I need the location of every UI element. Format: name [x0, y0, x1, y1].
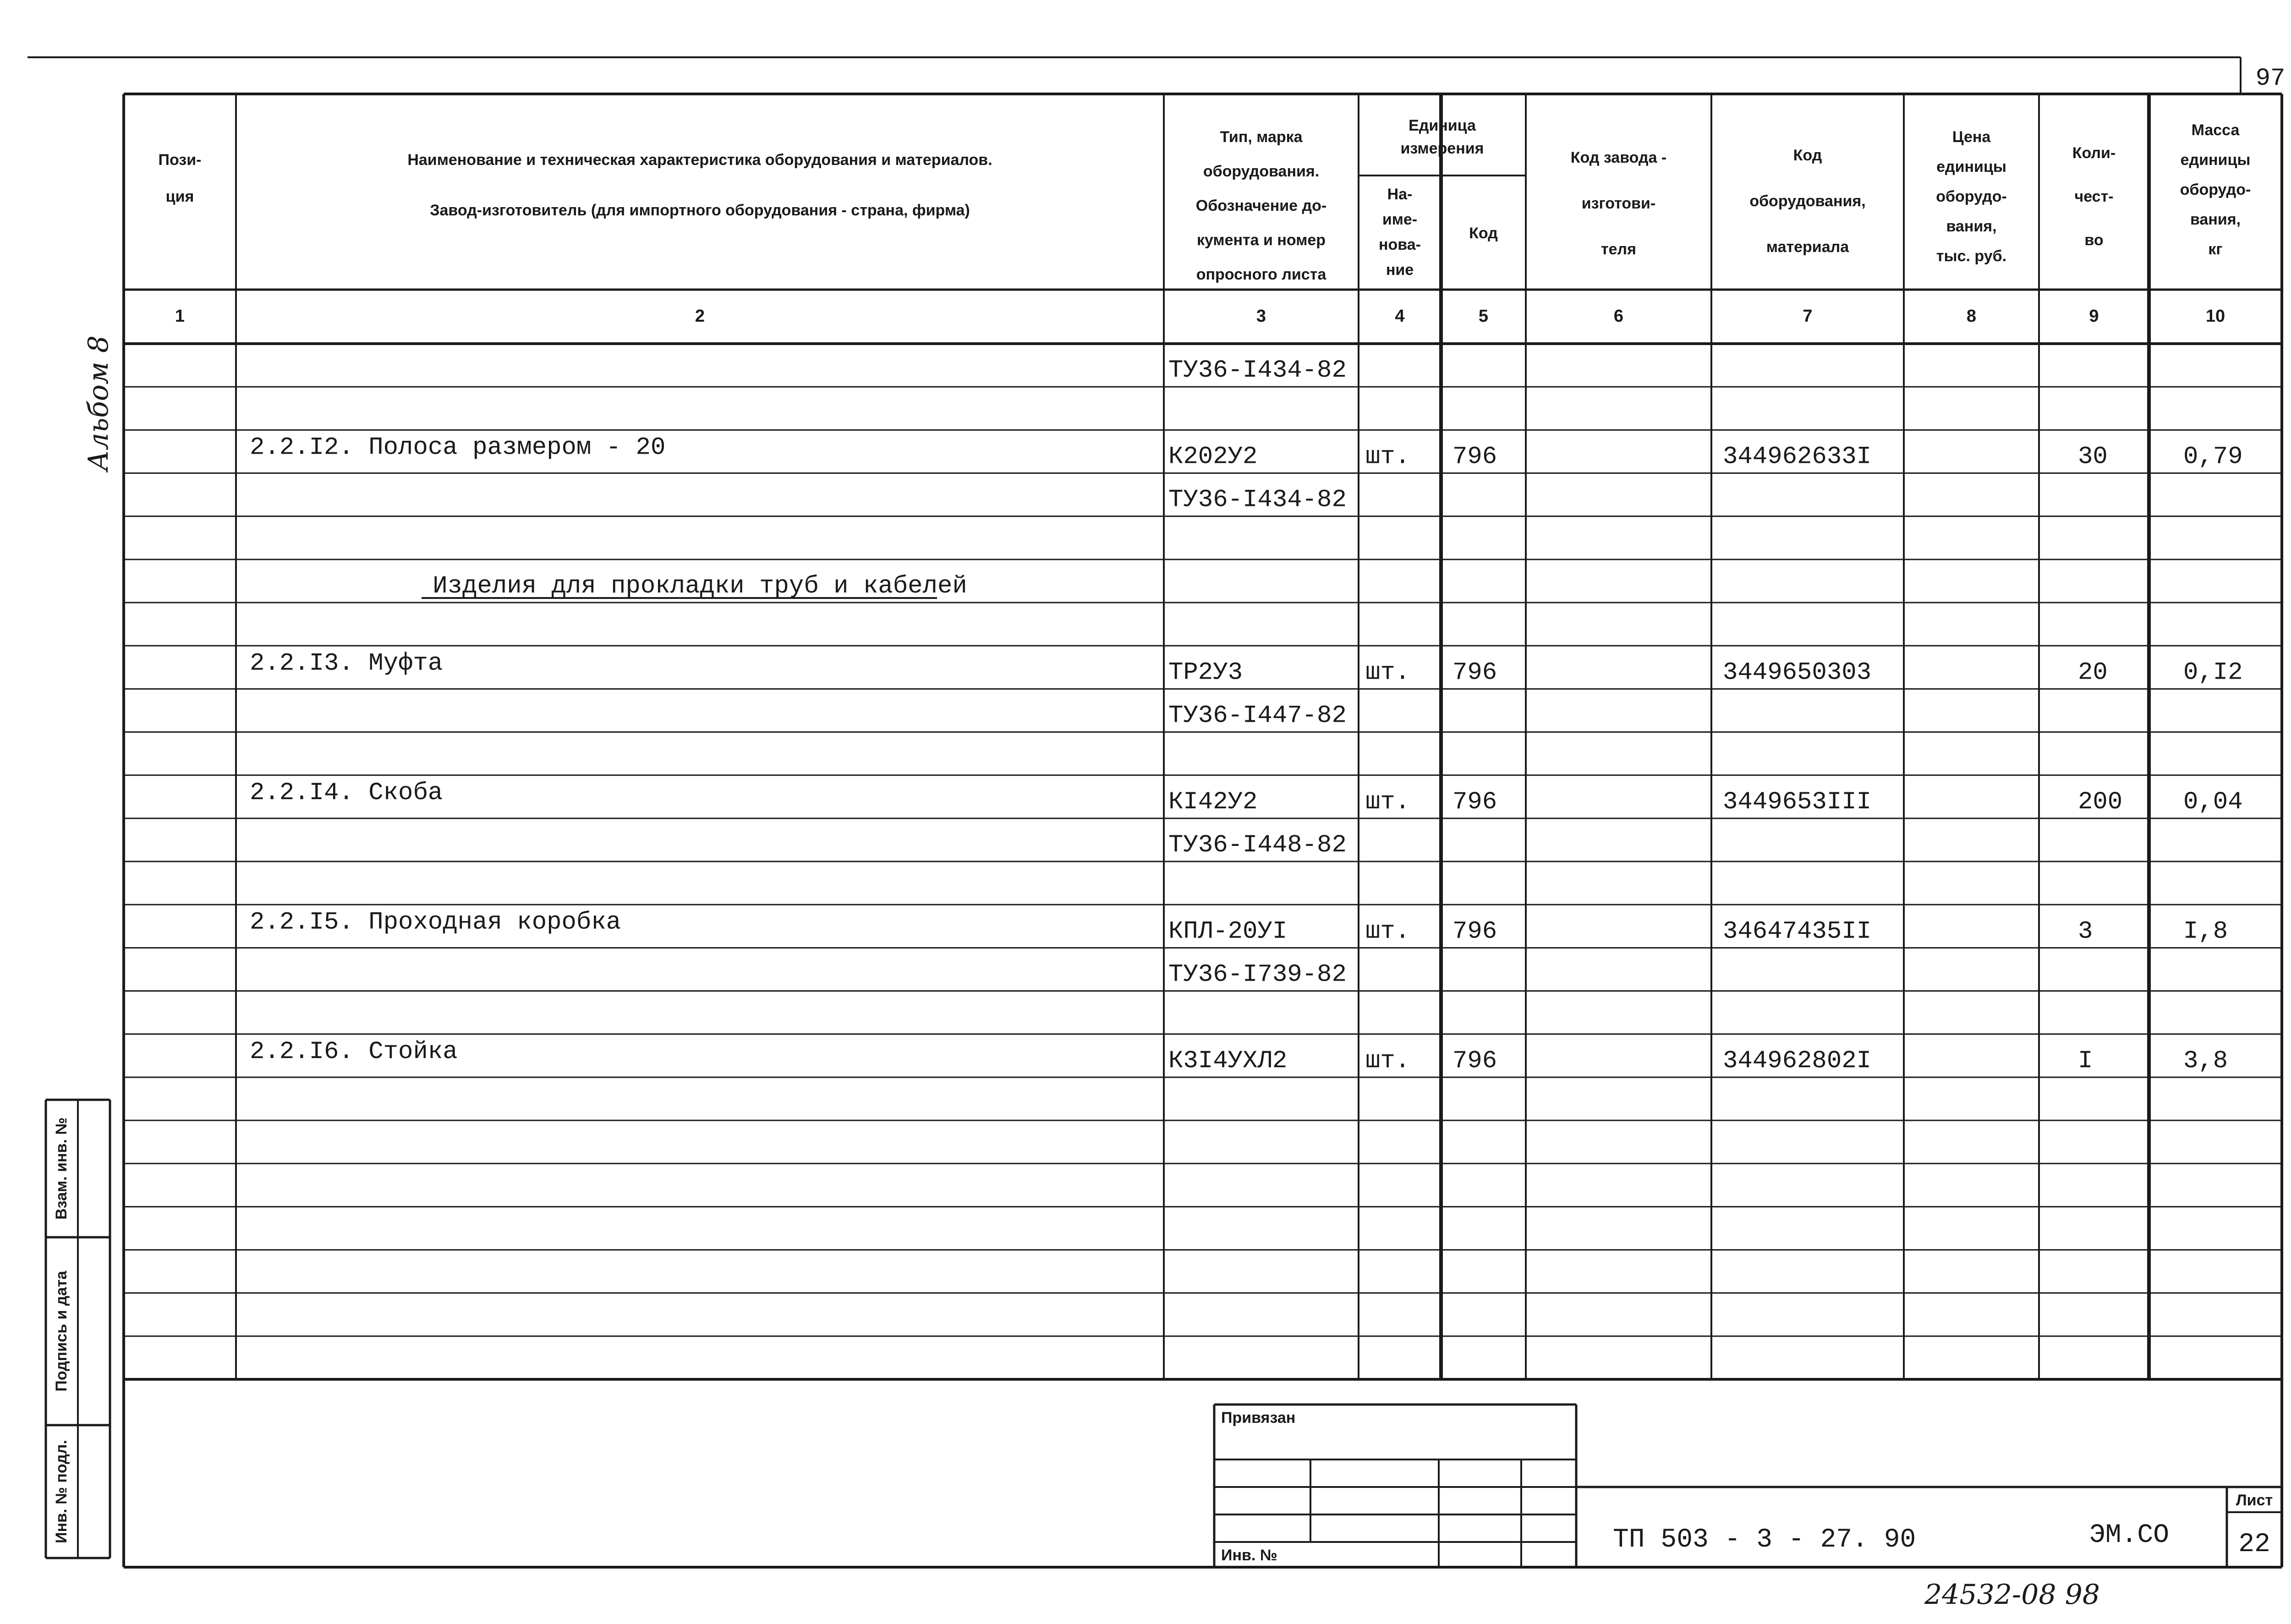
header-mass: Масса: [2191, 121, 2240, 139]
item-unit: шт.: [1365, 658, 1410, 687]
item-type: ТУ36-I447-82: [1168, 702, 1347, 730]
stamp-privyazan: Привязан: [1221, 1409, 1296, 1426]
item-unit-code: 796: [1452, 443, 1497, 471]
header-unit-code: Код: [1469, 225, 1498, 242]
header-type: Обозначение до-: [1195, 197, 1327, 214]
header-equipment-code: оборудования,: [1749, 192, 1866, 210]
column-number: 8: [1966, 307, 1977, 326]
item-unit: шт.: [1365, 917, 1410, 946]
header-price: единицы: [1936, 158, 2006, 176]
table-grid-lines: [27, 57, 2282, 1567]
side-label-orig-inv: Инв. № подл.: [53, 1440, 70, 1543]
header-type: Тип, марка: [1220, 128, 1303, 146]
page-number-top: 97: [2255, 65, 2286, 93]
header-name: Наименование и техническая характеристика оборудования и материалов.: [407, 151, 992, 169]
item-name: 2.2.I4. Скоба: [250, 779, 443, 807]
item-type: К202У2: [1168, 443, 1258, 471]
header-position: ция: [165, 188, 194, 205]
item-quantity: 20: [2078, 658, 2108, 687]
header-unit-name: ние: [1386, 261, 1414, 279]
column-number: 5: [1478, 307, 1489, 326]
sheet-number: 22: [2238, 1530, 2270, 1559]
item-quantity: 30: [2078, 443, 2108, 471]
header-price: Цена: [1952, 128, 1991, 146]
header-mass: единицы: [2180, 151, 2251, 169]
header-mass: кг: [2208, 241, 2223, 258]
header-mass: оборудо-: [2180, 181, 2251, 198]
item-unit: шт.: [1365, 443, 1410, 471]
header-price: тыс. руб.: [1936, 247, 2007, 265]
item-unit: шт.: [1365, 788, 1410, 816]
item-equipment-code: 3449650303: [1723, 658, 1872, 687]
item-quantity: 200: [2078, 788, 2123, 816]
header-plant-code: изготови-: [1581, 195, 1656, 212]
item-unit-code: 796: [1452, 658, 1497, 687]
header-quantity: Коли-: [2072, 144, 2116, 162]
item-equipment-code: 3449653III: [1723, 788, 1872, 816]
column-number: 7: [1803, 307, 1813, 326]
column-number: 1: [175, 307, 185, 326]
header-quantity: во: [2084, 231, 2104, 249]
column-number: 3: [1256, 307, 1266, 326]
header-unit-name: име-: [1382, 211, 1418, 228]
item-type: ТУ36-I448-82: [1168, 831, 1347, 859]
document-mark: ЭМ.СО: [2089, 1520, 2170, 1550]
header-plant-code: теля: [1601, 241, 1636, 258]
item-equipment-code: 344962802I: [1723, 1047, 1872, 1075]
item-type: ТР2У3: [1168, 658, 1243, 687]
header-price: оборудо-: [1936, 188, 2007, 205]
stamp-inv-no: Инв. №: [1221, 1547, 1277, 1564]
header-price: вания,: [1946, 218, 1997, 235]
header-quantity: чест-: [2074, 188, 2114, 205]
item-type: КПЛ-20УI: [1168, 917, 1288, 946]
item-quantity: 3: [2078, 917, 2093, 946]
header-type: кумента и номер: [1196, 231, 1326, 249]
header-type: опросного листа: [1196, 266, 1326, 283]
bottom-note: 24532-08 98: [1924, 1579, 2100, 1611]
item-type: ТУ36-I434-82: [1168, 486, 1347, 514]
item-mass: 0,04: [2183, 788, 2243, 816]
item-unit-code: 796: [1452, 788, 1497, 816]
sheet-label: Лист: [2236, 1492, 2273, 1509]
header-unit-name: нова-: [1379, 236, 1421, 253]
item-name: 2.2.I5. Проходная коробка: [250, 908, 621, 937]
side-label-replaced-inv: Взам. инв. №: [53, 1117, 70, 1220]
side-label-signature-date: Подпись и дата: [53, 1271, 70, 1392]
item-equipment-code: 344962633I: [1723, 443, 1872, 471]
column-number: 6: [1613, 307, 1624, 326]
header-type: оборудования.: [1203, 163, 1320, 180]
item-mass: I,8: [2183, 917, 2228, 946]
header-equipment-code: материала: [1766, 238, 1849, 256]
column-number: 9: [2089, 307, 2099, 326]
column-number: 10: [2205, 307, 2225, 326]
item-type: ТУ36-I434-82: [1168, 357, 1347, 385]
item-name: 2.2.I2. Полоса размером - 20: [250, 433, 666, 462]
item-name: 2.2.I6. Стойка: [250, 1037, 458, 1066]
item-mass: 3,8: [2183, 1047, 2228, 1075]
header-unit-group: измерения: [1400, 140, 1484, 157]
column-number: 2: [695, 307, 705, 326]
header-unit-name: На-: [1387, 186, 1413, 203]
header-mass: вания,: [2190, 211, 2241, 228]
item-type: КI42У2: [1168, 788, 1258, 816]
item-type: К3I4УХЛ2: [1168, 1047, 1288, 1075]
section-heading: Изделия для прокладки труб и кабелей: [433, 572, 967, 600]
header-equipment-code: Код: [1793, 147, 1822, 164]
header-position: Пози-: [158, 151, 202, 169]
item-type: ТУ36-I739-82: [1168, 960, 1347, 989]
column-number: 4: [1395, 307, 1405, 326]
header-plant-code: Код завода -: [1570, 149, 1667, 166]
item-mass: 0,I2: [2183, 658, 2243, 687]
item-unit-code: 796: [1452, 917, 1497, 946]
item-name: 2.2.I3. Муфта: [250, 649, 443, 678]
item-equipment-code: 34647435II: [1723, 917, 1872, 946]
header-name: Завод-изготовитель (для импортного оборудования - страна, фирма): [430, 202, 970, 219]
album-note: Альбом 8: [82, 335, 115, 472]
item-unit: шт.: [1365, 1047, 1410, 1075]
item-mass: 0,79: [2183, 443, 2243, 471]
item-unit-code: 796: [1452, 1047, 1497, 1075]
document-code: ТП 503 - 3 - 27. 90: [1613, 1525, 1916, 1555]
item-quantity: I: [2078, 1047, 2093, 1075]
header-unit-group: Единица: [1409, 117, 1476, 134]
